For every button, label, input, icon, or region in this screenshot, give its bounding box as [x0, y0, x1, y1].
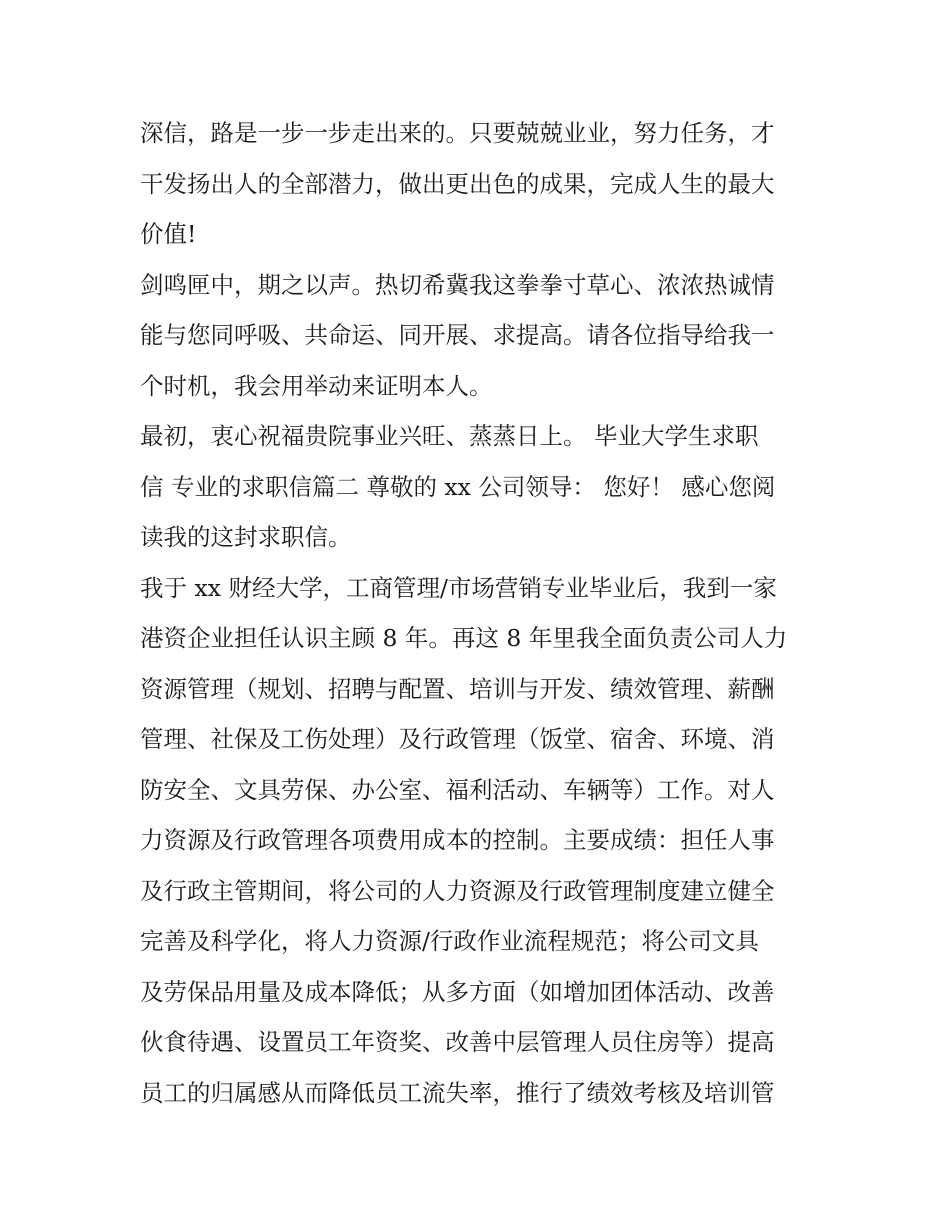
text-line: 干发扬出人的全部潜力，做出更出色的成果，完成人生的最大: [140, 169, 775, 198]
document-body: [140, 108, 812, 1118]
text-line: 管理、社保及工伤处理）及行政管理（饭堂、宿舍、环境、消: [140, 725, 775, 753]
text-line: 及劳保品用量及成本降低；从多方面（如增加团体活动、改善: [140, 977, 775, 1006]
text-line: 及行政主管期间，将公司的人力资源及行政管理制度建立健全: [140, 876, 775, 905]
text-line: 防安全、文具劳保、办公室、福利活动、车辆等）工作。对人: [140, 775, 775, 804]
text-line: 深信，路是一步一步走出来的。只要兢兢业业，努力任务，才: [140, 119, 775, 147]
text-line: 读我的这封求职信。: [140, 523, 352, 551]
text-line: 信 专业的求职信篇二 尊敬的 xx 公司领导： 您好！ 感心您阅: [140, 472, 776, 501]
text-line: 最初，衷心祝福贵院事业兴旺、蒸蒸日上。 毕业大学生求职: [140, 422, 759, 450]
text-line: 能与您同呼吸、共命运、同开展、求提高。请各位指导给我一: [140, 321, 775, 349]
text-line: 价值!: [140, 220, 197, 248]
text-line: 剑鸣匣中，期之以声。热切希冀我这拳拳寸草心、浓浓热诚情: [140, 270, 775, 299]
text-line: 个时机，我会用举动来证明本人。: [140, 371, 493, 400]
text-line: 员工的归属感从而降低员工流失率，推行了绩效考核及培训管: [140, 1078, 775, 1107]
text-line: 伙食待遇、设置员工年资奖、改善中层管理人员住房等）提高: [140, 1028, 775, 1056]
text-line: 力资源及行政管理各项费用成本的控制。主要成绩：担任人事: [140, 826, 775, 854]
text-line: 完善及科学化，将人力资源/行政作业流程规范；将公司文具: [140, 927, 759, 955]
text-line: 我于 xx 财经大学，工商管理/市场营销专业毕业后，我到一家: [140, 573, 777, 602]
text-line: 资源管理（规划、招聘与配置、培训与开发、绩效管理、薪酬: [140, 674, 775, 703]
text-line: 港资企业担任认识主顾 8 年。再这 8 年里我全面负责公司人力: [140, 624, 788, 652]
